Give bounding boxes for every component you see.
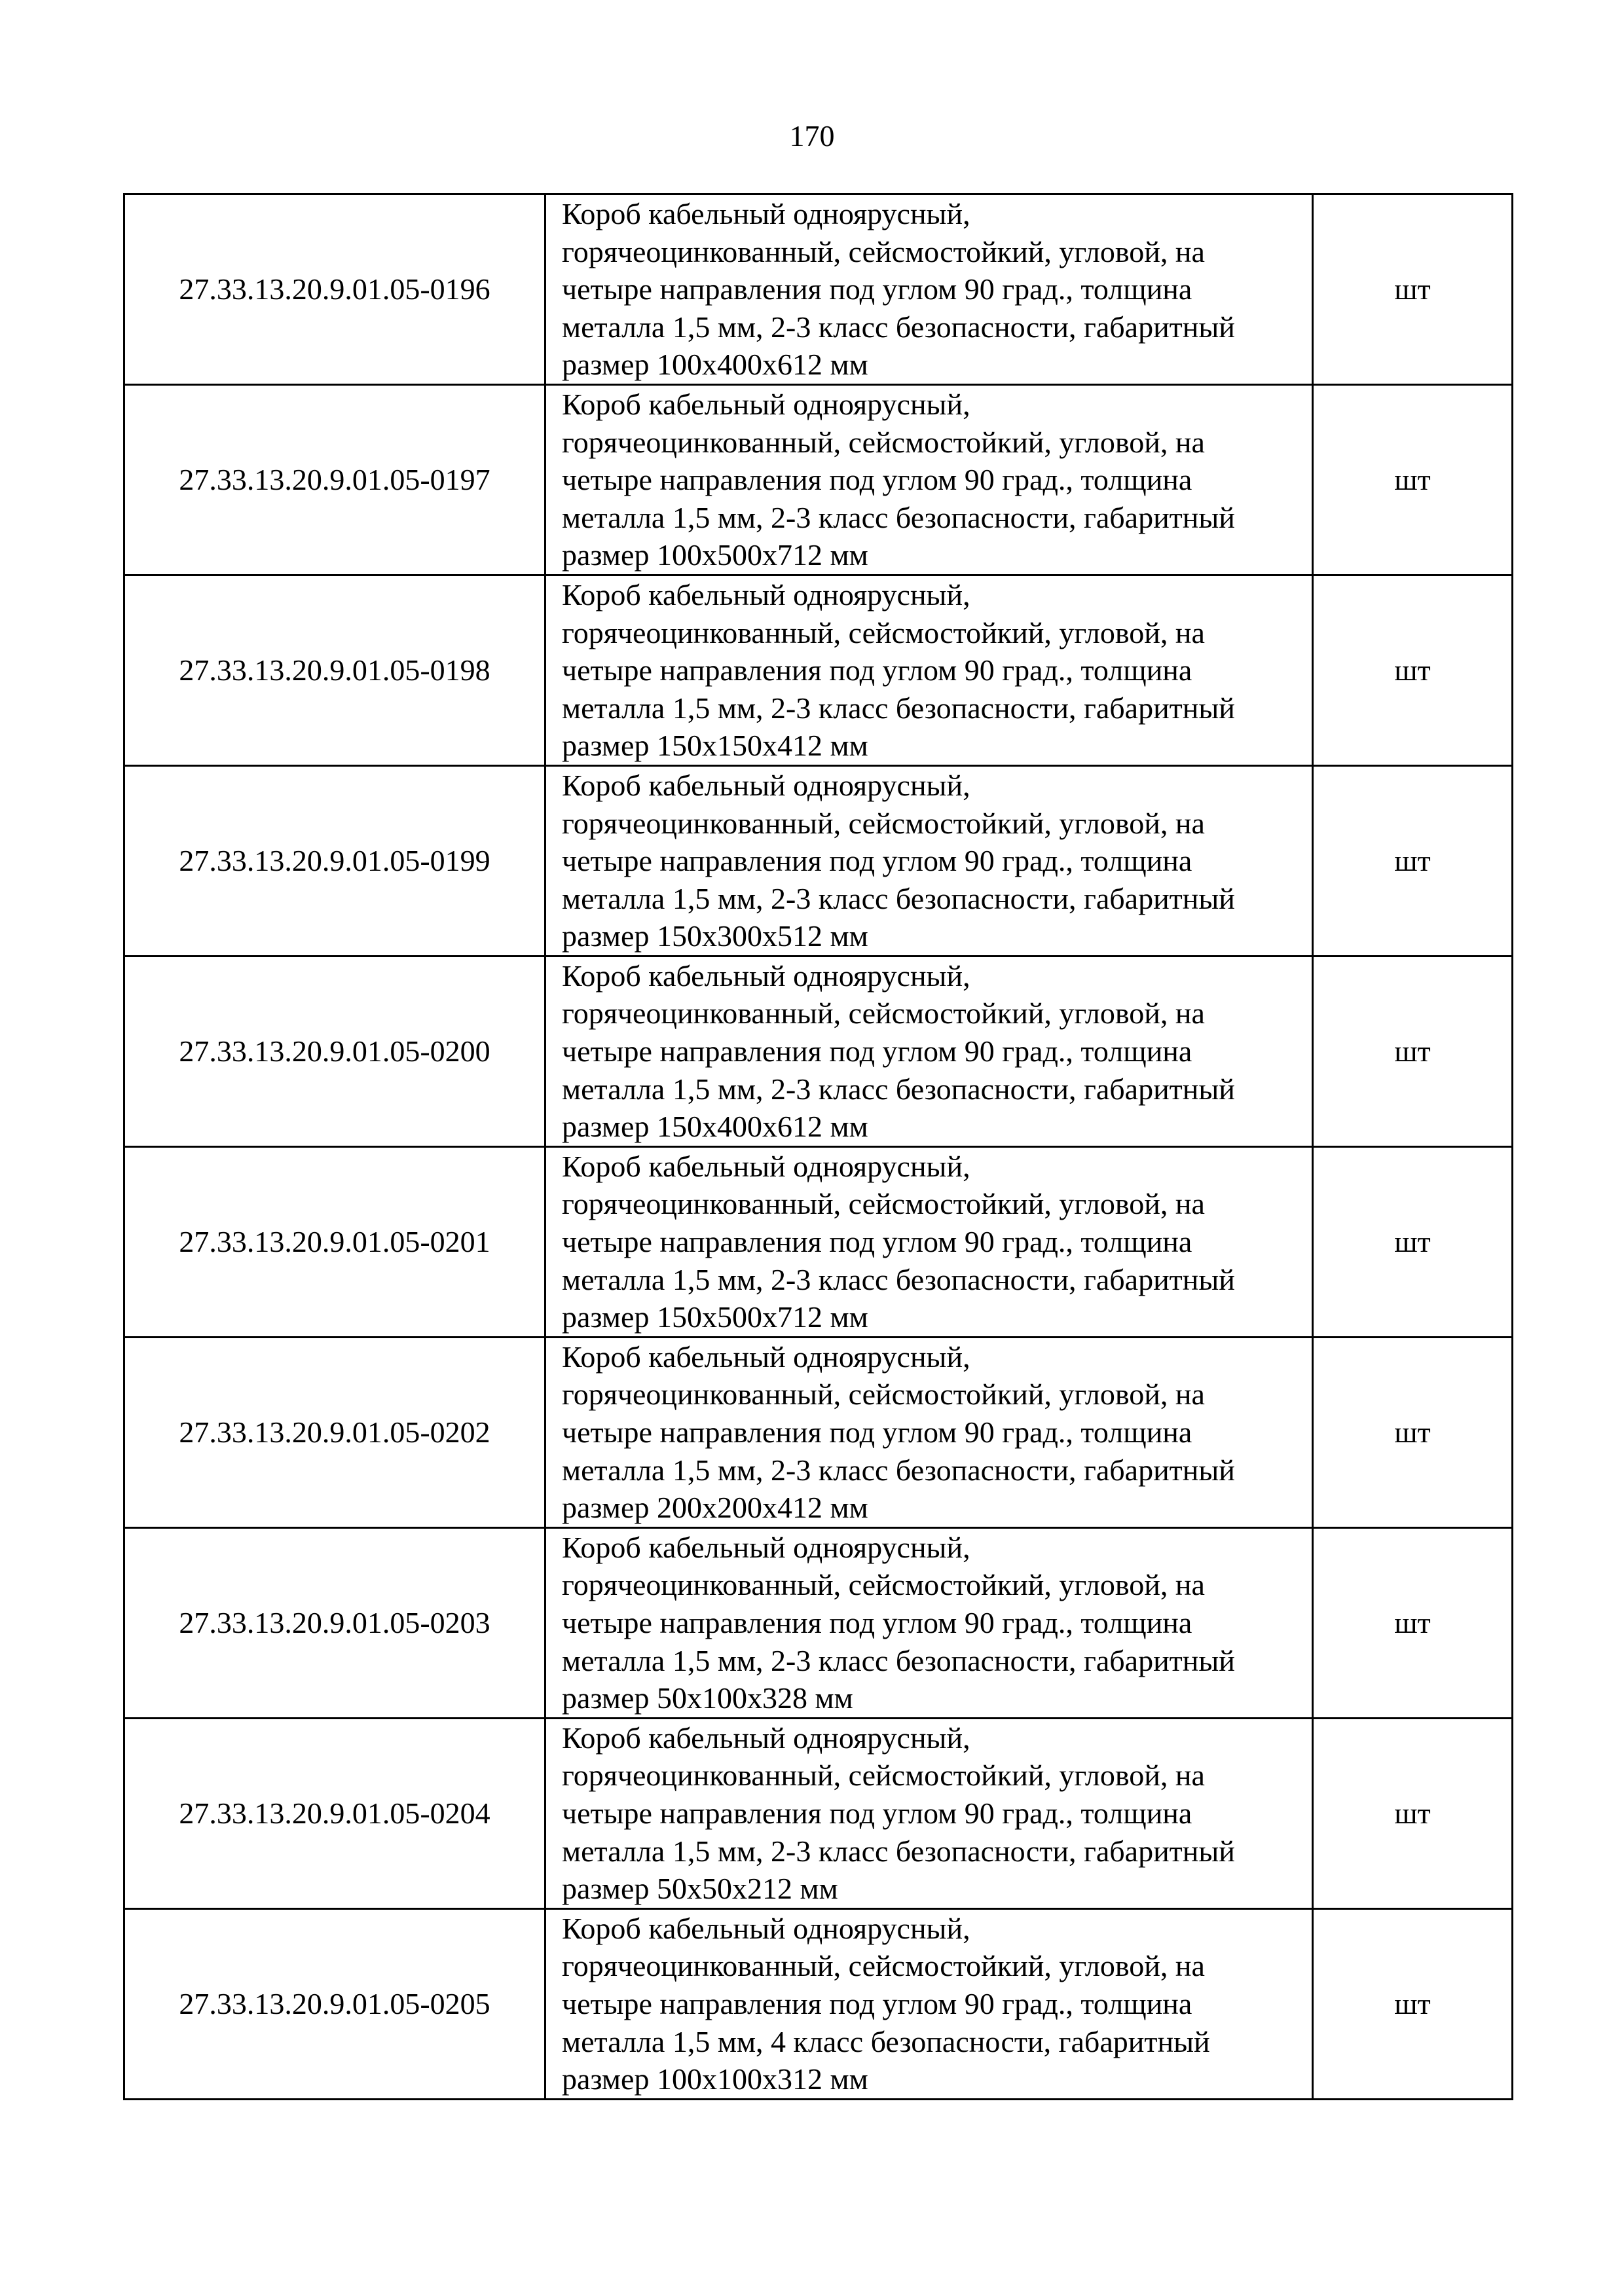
- description-line: размер 100x400x612 мм: [562, 348, 868, 382]
- resource-description: [545, 384, 1313, 575]
- description-line: Короб кабельный одноярусный,: [562, 1339, 970, 1374]
- description-line: металла 1,5 мм, 2-3 класс безопасности, габаритный: [562, 1834, 1235, 1868]
- description-line: Короб кабельный одноярусный,: [562, 387, 970, 421]
- unit-of-measure: шт: [1313, 575, 1513, 765]
- description-line: Короб кабельный одноярусный,: [562, 768, 970, 802]
- table-row: [124, 575, 1513, 765]
- table-row: [124, 956, 1513, 1146]
- description-line: размер 150x150x412 мм: [562, 729, 868, 763]
- description-line: размер 100x500x712 мм: [562, 538, 868, 572]
- description-line: четыре направления под углом 90 град., толщина: [562, 1605, 1192, 1639]
- resource-description: [545, 1908, 1313, 2099]
- resource-description: [545, 575, 1313, 765]
- table-row: [124, 765, 1513, 956]
- description-line: Короб кабельный одноярусный,: [562, 197, 970, 230]
- description-line: горячеоцинкованный, сейсмостойкий, угловой, на: [562, 1758, 1205, 1793]
- description-line: размер 150x500x712 мм: [562, 1300, 868, 1334]
- description-line: металла 1,5 мм, 2-3 класс безопасности, габаритный: [562, 1072, 1235, 1106]
- table-row: [124, 1908, 1513, 2099]
- table-body: [124, 194, 1513, 2100]
- resource-description: [545, 194, 1313, 385]
- description-line: Короб кабельный одноярусный,: [562, 1911, 970, 1945]
- description-line: размер 150x400x612 мм: [562, 1110, 868, 1144]
- description-line: Короб кабельный одноярусный,: [562, 1149, 970, 1183]
- description-line: Короб кабельный одноярусный,: [562, 1530, 970, 1564]
- resource-table: [123, 193, 1513, 2100]
- resource-description: [545, 1527, 1313, 1718]
- description-line: металла 1,5 мм, 2-3 класс безопасности, габаритный: [562, 1262, 1235, 1296]
- description-line: Короб кабельный одноярусный,: [562, 1721, 970, 1755]
- table-row: [124, 1527, 1513, 1718]
- description-line: горячеоцинкованный, сейсмостойкий, угловой, на: [562, 1377, 1205, 1412]
- description-line: горячеоцинкованный, сейсмостойкий, угловой, на: [562, 996, 1205, 1030]
- description-line: четыре направления под углом 90 град., толщина: [562, 1225, 1192, 1259]
- table-row: [124, 384, 1513, 575]
- unit-of-measure: шт: [1313, 1337, 1513, 1527]
- description-line: четыре направления под углом 90 град., толщина: [562, 463, 1192, 497]
- unit-of-measure: шт: [1313, 194, 1513, 385]
- description-line: Короб кабельный одноярусный,: [562, 577, 970, 611]
- resource-description: [545, 956, 1313, 1146]
- description-line: горячеоцинкованный, сейсмостойкий, угловой, на: [562, 1568, 1205, 1602]
- description-line: четыре направления под углом 90 град., толщина: [562, 1986, 1192, 2020]
- description-line: металла 1,5 мм, 2-3 класс безопасности, габаритный: [562, 691, 1235, 725]
- description-line: размер 150x300x512 мм: [562, 919, 868, 953]
- description-line: четыре направления под углом 90 град., толщина: [562, 844, 1192, 878]
- description-line: металла 1,5 мм, 2-3 класс безопасности, габаритный: [562, 1643, 1235, 1677]
- unit-of-measure: шт: [1313, 1146, 1513, 1337]
- description-line: размер 50x100x328 мм: [562, 1681, 853, 1715]
- table-row: [124, 1718, 1513, 1908]
- description-line: четыре направления под углом 90 град., толщина: [562, 1796, 1192, 1830]
- unit-of-measure: шт: [1313, 1718, 1513, 1908]
- unit-of-measure: шт: [1313, 1527, 1513, 1718]
- description-line: металла 1,5 мм, 2-3 класс безопасности, габаритный: [562, 1453, 1235, 1487]
- table-row: [124, 1337, 1513, 1527]
- unit-of-measure: шт: [1313, 956, 1513, 1146]
- resource-code: 27.33.13.20.9.01.05-0198: [124, 575, 545, 765]
- resource-code: 27.33.13.20.9.01.05-0205: [124, 1908, 545, 2099]
- unit-of-measure: шт: [1313, 384, 1513, 575]
- unit-of-measure: шт: [1313, 1908, 1513, 2099]
- resource-code: 27.33.13.20.9.01.05-0201: [124, 1146, 545, 1337]
- description-line: размер 200x200x412 мм: [562, 1491, 868, 1525]
- description-line: размер 100x100x312 мм: [562, 2062, 868, 2096]
- description-line: размер 50x50x212 мм: [562, 1872, 838, 1906]
- resource-description: [545, 1718, 1313, 1908]
- resource-code: 27.33.13.20.9.01.05-0202: [124, 1337, 545, 1527]
- description-line: металла 1,5 мм, 4 класс безопасности, габаритный: [562, 2024, 1210, 2058]
- resource-code: 27.33.13.20.9.01.05-0203: [124, 1527, 545, 1718]
- resource-description: [545, 765, 1313, 956]
- resource-code: 27.33.13.20.9.01.05-0196: [124, 194, 545, 385]
- resource-description: [545, 1337, 1313, 1527]
- description-line: Короб кабельный одноярусный,: [562, 958, 970, 993]
- description-line: горячеоцинкованный, сейсмостойкий, угловой, на: [562, 234, 1205, 268]
- resource-description: [545, 1146, 1313, 1337]
- resource-code: 27.33.13.20.9.01.05-0199: [124, 765, 545, 956]
- description-line: четыре направления под углом 90 град., толщина: [562, 1034, 1192, 1068]
- description-line: металла 1,5 мм, 2-3 класс безопасности, габаритный: [562, 310, 1235, 344]
- table-row: [124, 1146, 1513, 1337]
- description-line: металла 1,5 мм, 2-3 класс безопасности, габаритный: [562, 500, 1235, 534]
- description-line: горячеоцинкованный, сейсмостойкий, угловой, на: [562, 1187, 1205, 1221]
- resource-code: 27.33.13.20.9.01.05-0197: [124, 384, 545, 575]
- description-line: четыре направления под углом 90 град., толщина: [562, 1415, 1192, 1449]
- unit-of-measure: шт: [1313, 765, 1513, 956]
- description-line: четыре направления под углом 90 град., толщина: [562, 272, 1192, 306]
- description-line: четыре направления под углом 90 град., толщина: [562, 653, 1192, 687]
- description-line: горячеоцинкованный, сейсмостойкий, угловой, на: [562, 1949, 1205, 1983]
- resource-code: 27.33.13.20.9.01.05-0200: [124, 956, 545, 1146]
- description-line: горячеоцинкованный, сейсмостойкий, угловой, на: [562, 806, 1205, 840]
- table-row: [124, 194, 1513, 385]
- page-number: 170: [789, 119, 835, 153]
- description-line: металла 1,5 мм, 2-3 класс безопасности, габаритный: [562, 881, 1235, 915]
- description-line: горячеоцинкованный, сейсмостойкий, угловой, на: [562, 615, 1205, 649]
- resource-code: 27.33.13.20.9.01.05-0204: [124, 1718, 545, 1908]
- description-line: горячеоцинкованный, сейсмостойкий, угловой, на: [562, 425, 1205, 459]
